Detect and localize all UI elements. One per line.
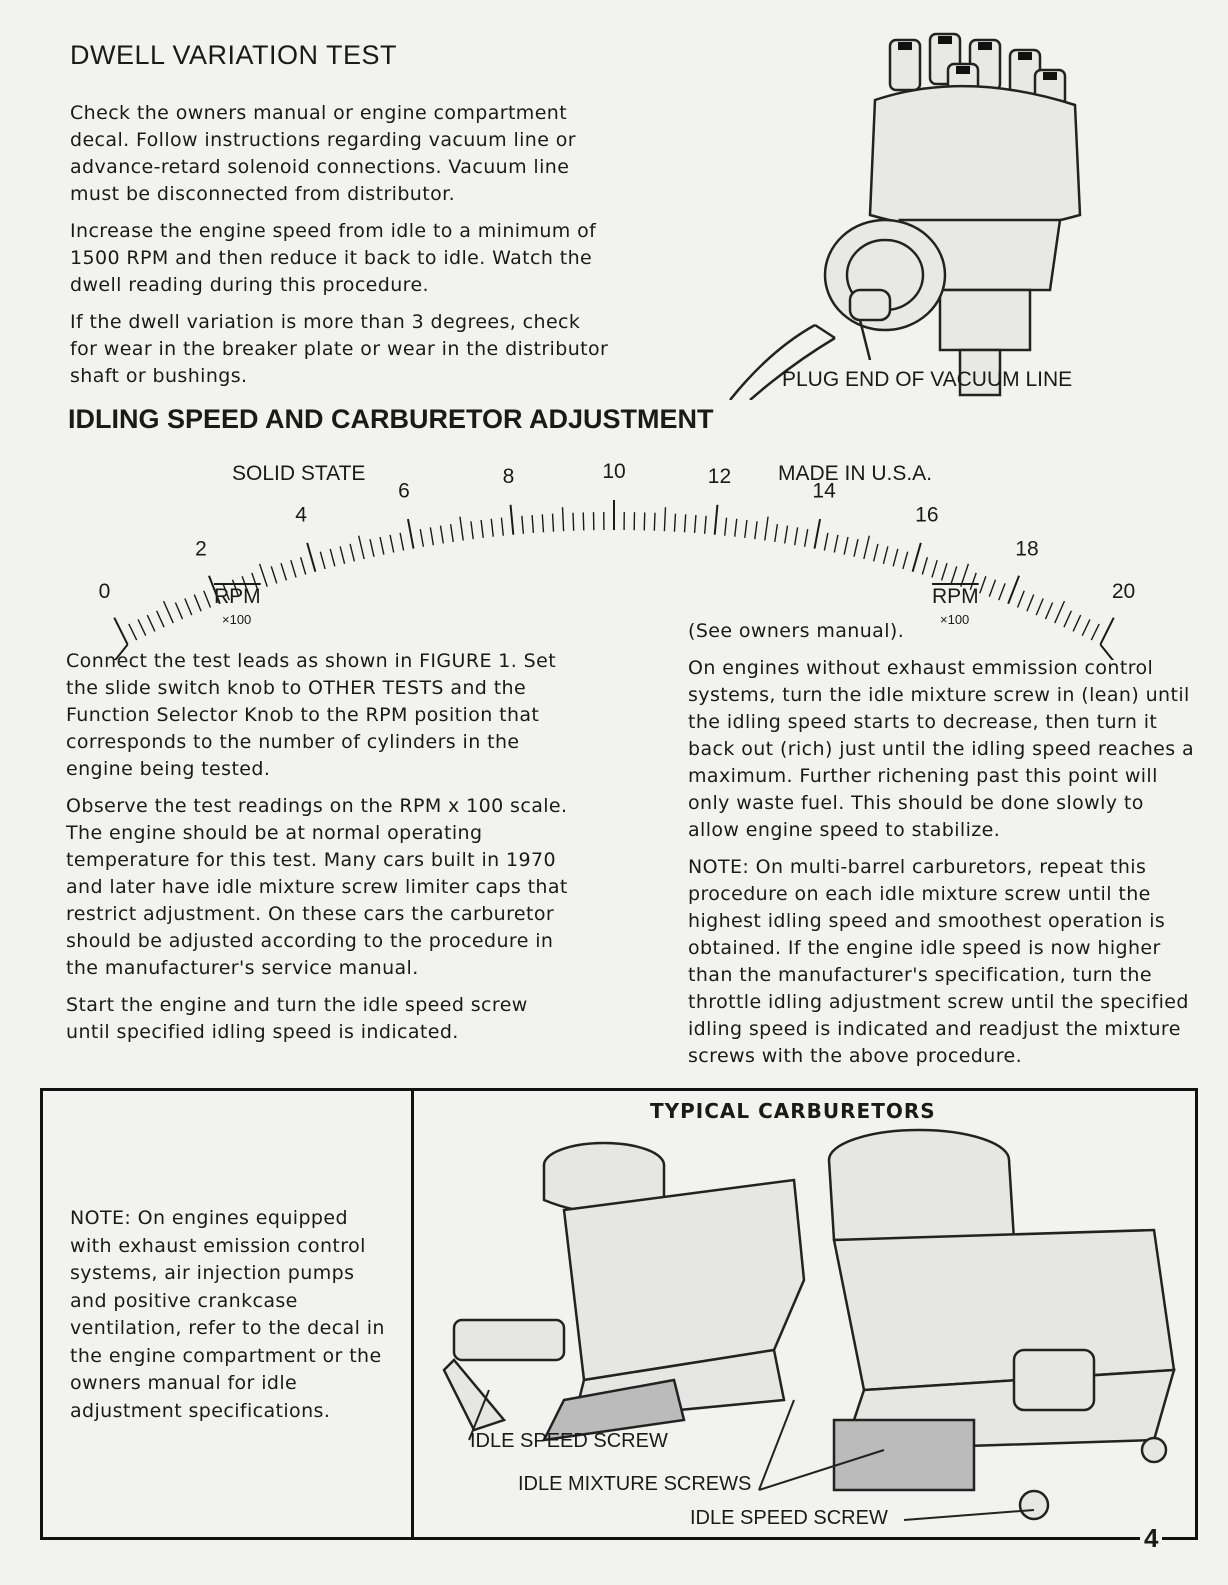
scale-tick — [460, 517, 463, 541]
left-paragraph-1: Connect the test leads as shown in FIGURE 1. Set the slide switch knob to OTHER TESTS and the Function Selector Knob to the RPM position that corresponds to the number of cylinders in the engine being tested. — [66, 650, 557, 780]
scale-tick — [775, 524, 778, 542]
scale-tick — [664, 507, 665, 531]
scale-tick — [451, 524, 454, 542]
scale-tick — [824, 533, 827, 551]
scale-tick — [745, 520, 747, 538]
scale-tick — [913, 543, 921, 572]
scale-tick — [370, 539, 374, 557]
rpm-scale — [0, 0, 1228, 660]
scale-tick — [194, 595, 201, 612]
scale-tick — [903, 552, 908, 569]
scale-tick — [471, 521, 473, 539]
scale-tick — [562, 507, 563, 531]
scale-tick — [481, 520, 483, 538]
carburetors-illustration — [414, 1120, 1192, 1530]
scale-tick — [980, 576, 986, 593]
scale-tick — [301, 557, 306, 574]
scale-tick — [1045, 603, 1052, 620]
scale-tick — [204, 591, 211, 608]
scale-tick — [951, 566, 957, 583]
scale-tick — [185, 599, 192, 616]
scale-tick — [834, 535, 838, 553]
idle-speed-screw-label-1: IDLE SPEED SCREW — [470, 1430, 668, 1452]
scale-tick — [430, 527, 433, 545]
idle-speed-screw-label-2: IDLE SPEED SCREW — [690, 1507, 888, 1529]
scale-tick — [138, 619, 146, 635]
rpm-unit-left: $\overline{RPM}$ — [214, 585, 261, 608]
scale-tick — [685, 514, 686, 532]
scale-tick — [1018, 591, 1025, 608]
scale-tick — [320, 552, 325, 569]
scale-tick — [491, 519, 493, 537]
scale-tick — [501, 518, 503, 536]
meter-label-left: SOLID STATE — [232, 462, 366, 485]
scale-tick — [291, 560, 296, 577]
scale-tick — [715, 505, 718, 535]
left-paragraph-3: The engine should be at normal operating temperature for this test. Many cars built in 1970 and later have idle mixture screw limiter caps that restrict adjustment. On these cars the carburetor should be adjusted according to the procedure in the manufacturer's service manual. — [66, 822, 568, 979]
scale-tick — [420, 529, 423, 547]
dwell-paragraph-2: Increase the engine speed from idle to a minimum of 1500 RPM and then reduce it back to idle. Watch the dwell reading during this procedure. — [70, 220, 597, 296]
scale-tick — [390, 535, 394, 553]
scale-number: 4 — [295, 503, 307, 527]
scale-tick — [961, 564, 969, 587]
scale-tick — [129, 624, 137, 640]
dwell-paragraph-1: Check the owners manual or engine compartment decal. Follow instructions regarding vacuum line or advance-retard solenoid connections. Vacuum line must be disconnected from distributor. — [70, 102, 577, 205]
carburetors-title: TYPICAL CARBURETORS — [650, 1099, 936, 1123]
right-paragraph-1: (See owners manual). — [688, 620, 905, 642]
right-paragraph-2: On engines without exhaust emmission control systems, turn the idle mixture screw in (lean) until the idling speed starts to decrease, then turn it back out (rich) just until the idling speed reaches a maximum. Further richening past this point will only waste fuel. This should be done slowly to allow engine speed to stabilize. — [688, 657, 1195, 841]
scale-tick — [307, 543, 315, 572]
scale-tick — [654, 513, 655, 531]
scale-number: 6 — [398, 479, 410, 503]
scale-tick — [893, 549, 898, 566]
rpm-multiplier-left: ×100 — [222, 612, 252, 627]
scale-tick — [854, 539, 858, 557]
scale-tick — [330, 549, 335, 566]
scale-tick — [989, 580, 995, 597]
scale-tick — [932, 560, 937, 577]
dwell-paragraph-3: If the dwell variation is more than 3 degrees, check for wear in the breaker plate or wear in the distributor shaft or bushings. — [70, 311, 609, 387]
scale-tick — [883, 546, 887, 563]
scale-tick — [157, 611, 164, 627]
scale-number: 0 — [98, 579, 111, 603]
scale-tick — [147, 615, 155, 631]
scale-tick — [725, 518, 727, 536]
scale-tick — [271, 566, 277, 583]
scale-tick — [942, 563, 947, 580]
scale-tick — [922, 557, 927, 574]
note-box-text: NOTE: On engines equipped with exhaust emission control systems, air injection pumps and positive crankcase ventilation, refer to the decal in the engine compartment or the owners manual for idle adjustment specifications. — [70, 1207, 385, 1422]
scale-tick — [260, 564, 268, 587]
rpm-multiplier-right: ×100 — [940, 612, 970, 627]
scale-tick — [408, 519, 414, 548]
page-number: 4 — [1140, 1523, 1162, 1554]
scale-number: 18 — [1015, 537, 1039, 561]
scale-tick — [1027, 595, 1034, 612]
idling-title: IDLING SPEED AND CARBURETOR ADJUSTMENT — [68, 404, 714, 434]
scale-tick — [522, 516, 523, 534]
scale-tick — [440, 526, 443, 544]
scale-tick — [785, 526, 788, 544]
scale-tick — [359, 536, 365, 559]
left-paragraph-4: Start the engine and turn the idle speed screw until specified idling speed is indicated. — [66, 994, 528, 1043]
scale-tick — [674, 514, 675, 532]
scale-number: 14 — [812, 479, 836, 503]
scale-tick — [542, 514, 543, 532]
scale-tick — [281, 563, 286, 580]
scale-tick — [765, 517, 768, 541]
scale-tick — [175, 603, 182, 620]
scale-tick — [114, 618, 127, 645]
scale-tick — [1008, 576, 1019, 604]
scale-tick — [805, 529, 808, 547]
scale-tick — [999, 583, 1005, 600]
scale-number: 8 — [502, 464, 515, 488]
scale-number: 16 — [915, 503, 939, 527]
scale-tick — [164, 601, 174, 623]
meter-label-right: MADE IN U.S.A. — [778, 462, 933, 485]
scale-tick — [815, 519, 821, 548]
scale-tick — [755, 521, 757, 539]
idle-mixture-screws-label: IDLE MIXTURE SCREWS — [518, 1473, 752, 1495]
scale-tick — [1036, 599, 1043, 616]
scale-tick — [573, 513, 574, 531]
right-paragraph-3: NOTE: On multi-barrel carburetors, repeat this procedure on each idle mixture screw until the highest idling speed and smoothest operation is obtained. If the engine idle speed is now higher than the manufacturer's specification, turn the throttle idling adjustment screw until the specified idling speed is indicated and readjust the mixture screws with the above procedure. — [688, 856, 1189, 1067]
scale-tick — [795, 527, 798, 545]
scale-tick — [511, 505, 514, 535]
scale-tick — [705, 516, 706, 534]
scale-tick — [400, 533, 403, 551]
scale-tick — [380, 537, 384, 555]
left-column — [66, 648, 576, 1056]
scale-tick — [864, 536, 870, 559]
scale-tick — [350, 544, 354, 561]
dwell-title: DWELL VARIATION TEST — [70, 40, 398, 70]
rpm-unit-right: $\overline{RPM}$ — [932, 585, 979, 608]
left-paragraph-2: Observe the test readings on the RPM x 100 scale. — [66, 795, 568, 817]
scale-tick — [874, 544, 878, 561]
scale-tick — [844, 537, 848, 555]
scale-number: 10 — [602, 460, 626, 483]
vacuum-line-caption: PLUG END OF VACUUM LINE — [782, 368, 1073, 391]
scale-tick — [695, 515, 696, 533]
scale-tick — [340, 546, 344, 563]
scale-number: 20 — [1111, 579, 1136, 603]
right-column — [688, 618, 1200, 1080]
scale-tick — [553, 514, 554, 532]
scale-tick — [735, 519, 737, 537]
scale-number: 12 — [707, 464, 732, 488]
scale-tick — [532, 515, 533, 533]
scale-number: 2 — [195, 537, 207, 561]
